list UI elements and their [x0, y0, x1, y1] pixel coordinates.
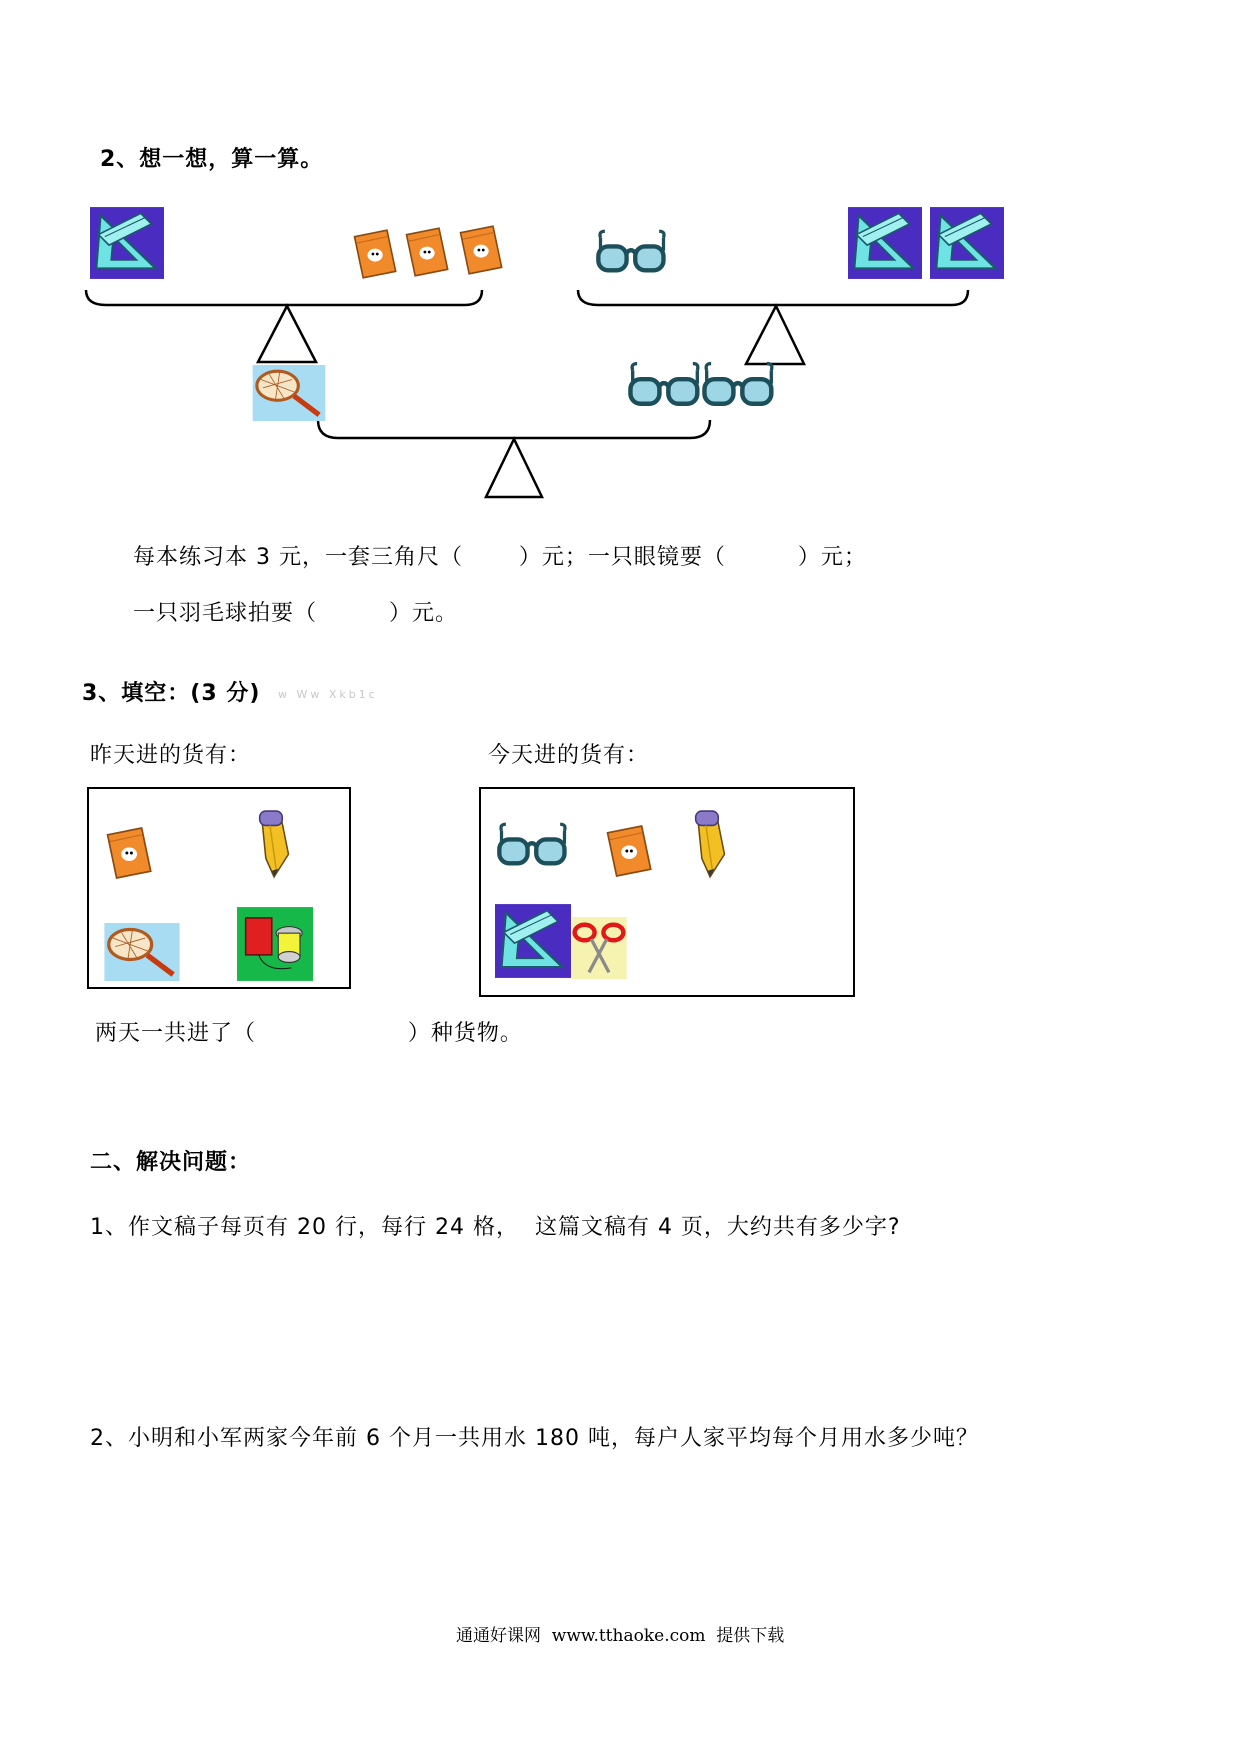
bottom-scale-fulcrum: [486, 439, 542, 497]
problem-2: 2、小明和小军两家今年前 6 个月一共用水 180 吨，每户人家平均每个月用水多少吨？: [90, 1426, 979, 1451]
bottom-scale-beam: [318, 420, 710, 438]
notebook-icon: [608, 826, 651, 876]
left-scale-fulcrum: [258, 306, 316, 362]
q3-answer: 两天一共进了（ ）种货物。: [95, 1021, 523, 1046]
right-scale-fulcrum: [746, 306, 804, 364]
q3-title: 3、填空：(3 分): [82, 681, 261, 706]
q3-watermark: w Ww Xkb1c: [278, 688, 378, 701]
q2-title: 2、想一想，算一算。: [100, 147, 324, 172]
balance-diagram: [0, 0, 1240, 520]
glasses-icon: [499, 824, 565, 863]
today-goods-box: [479, 787, 855, 997]
notebook-icon: [108, 828, 151, 878]
q2-line1: 每本练习本 3 元，一套三角尺（ ）元；一只眼镜要（ ）元；: [133, 545, 867, 570]
notebook-icon: [461, 226, 502, 274]
triangle-ruler-icon: [90, 207, 164, 279]
pencil-icon: [696, 811, 725, 877]
notebook-icon: [355, 230, 396, 278]
yesterday-label: 昨天进的货有：: [90, 743, 252, 768]
yesterday-goods: [89, 789, 349, 987]
today-goods: [481, 789, 853, 995]
badminton-racket-icon: [253, 365, 326, 421]
q2-line2: 一只羽毛球拍要（ ）元。: [133, 601, 458, 626]
glasses-icon: [704, 364, 771, 404]
section2-title: 二、解决问题：: [90, 1150, 252, 1175]
today-label: 今天进的货有：: [488, 743, 650, 768]
right-scale-beam: [578, 290, 968, 305]
thread-spool-icon: [237, 907, 313, 981]
problem-1: 1、作文稿子每页有 20 行，每行 24 格， 这篇文稿有 4 页，大约共有多少字?: [90, 1215, 901, 1240]
notebook-icon: [407, 228, 448, 276]
triangle-ruler-icon: [495, 904, 571, 978]
triangle-ruler-icon: [930, 207, 1004, 279]
pencil-icon: [260, 811, 289, 877]
badminton-racket-icon: [104, 923, 179, 981]
scissors-icon: [571, 917, 626, 979]
glasses-icon: [630, 364, 697, 404]
triangle-ruler-icon: [848, 207, 922, 279]
page-footer: 通通好课网 www.tthaoke.com 提供下载: [456, 1626, 785, 1646]
glasses-icon: [598, 231, 664, 270]
yesterday-goods-box: [87, 787, 351, 989]
left-scale-beam: [86, 290, 482, 305]
